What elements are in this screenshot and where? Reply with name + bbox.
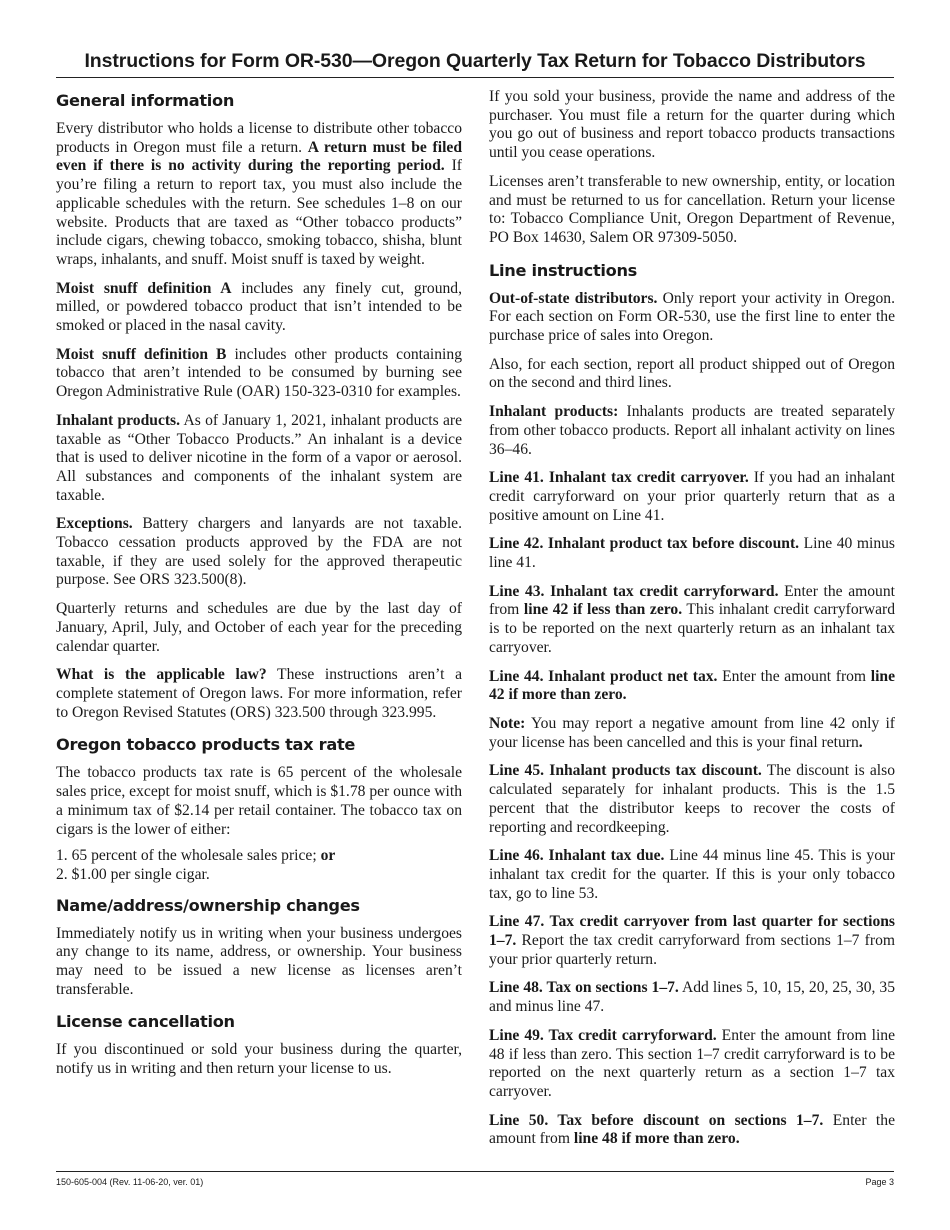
page-title: Instructions for Form OR-530—Oregon Quarterly Tax Return for Tobacco Distributors xyxy=(84,50,866,72)
name-changes-heading: Name/address/ownership changes xyxy=(56,895,360,915)
out-of-state-paragraph xyxy=(489,290,895,346)
text-run: Licenses aren’t transferable to new ownership, entity, or location and must be returned to us for cancellation. Return your license to: Tobacco Compliance Unit, Oregon Department of Revenue, PO Box 14630, Salem OR 97309-5050. xyxy=(489,172,895,246)
moist-snuff-definition-a xyxy=(56,280,462,336)
name-changes-paragraph xyxy=(56,925,462,1000)
text-run: Enter the amount from xyxy=(489,1111,895,1148)
right-column xyxy=(489,88,895,1159)
line-42-instruction xyxy=(489,535,895,572)
text-run: If you had an inhalant credit carryforward on your prior quarterly return that as a positive amount on Line 41. xyxy=(489,469,896,524)
text-run: Inhalants products are treated separately from other tobacco products. Report all inhalant activity on lines 36–46. xyxy=(489,403,895,458)
text-run: Line 40 minus line 41. xyxy=(489,535,895,572)
bold-run: A return must be filed even if there is no activity during the reporting period. xyxy=(56,138,463,175)
left-column xyxy=(56,88,462,1089)
due-dates-paragraph xyxy=(56,600,462,656)
text-run: 2. $1.00 per single cigar. xyxy=(56,865,210,883)
text-run: Enter the amount from xyxy=(717,667,871,685)
bold-run: Line 43. Inhalant tax credit carryforward. xyxy=(489,582,779,600)
bold-run: Line 45. Inhalant products tax discount. xyxy=(489,762,762,780)
tax-rate-heading: Oregon tobacco products tax rate xyxy=(56,735,356,755)
line-50-instruction xyxy=(489,1112,895,1149)
bold-run: Inhalant products: xyxy=(489,403,619,421)
text-run: If you sold your business, provide the name and address of the purchaser. You must file a return for the quarter during which you go out of business and report tobacco products transactions until you cease operations. xyxy=(489,88,895,162)
text-run: Report the tax credit carryforward from sections 1–7 from your prior quarterly return. xyxy=(489,932,895,968)
bold-run: Exceptions. xyxy=(56,515,133,533)
text-run: Also, for each section, report all product shipped out of Oregon on the second and third lines. xyxy=(489,355,895,392)
text-run: includes other products containing tobacco that aren’t intended to be consumed by burning see Oregon Administrative Rule (OAR) 150-323-0310 for examples. xyxy=(56,345,462,401)
text-run: Add lines 5, 10, 15, 20, 25, 30, 35 and minus line 47. xyxy=(489,979,895,1016)
general-information-heading: General information xyxy=(56,91,235,110)
title-divider xyxy=(56,77,894,78)
text-run: You may report a negative amount from line 42 only if your license has been cancelled and this is your final return xyxy=(489,714,895,751)
text-run: The tobacco products tax rate is 65 percent of the wholesale sales price, except for moist snuff, which is $1.78 per ounce with a minimum tax of $2.14 per retail container. The tobacco tax on cigars is the lower of either: xyxy=(56,764,462,838)
bold-run: Line 49. Tax credit carryforward. xyxy=(489,1026,717,1044)
text-run: As of January 1, 2021, inhalant products are taxable as “Other Tobacco Products.” An inhalant is a device that is used to deliver nicotine in the form of a vapor or aerosol. All substances and components of the inhalant system are taxable. xyxy=(56,411,463,504)
text-run: These instructions aren’t a complete statement of Oregon laws. For more information, refer to Oregon Revised Statutes (ORS) 323.500 through 323.995. xyxy=(56,666,462,721)
bold-run: Line 41. Inhalant tax credit carryover. xyxy=(489,469,749,487)
note-paragraph xyxy=(489,715,895,752)
bold-run: Line 47. Tax credit carryover from last quarter for sections 1–7. xyxy=(489,913,895,950)
shipped-out-paragraph xyxy=(489,356,895,393)
bold-run: line 48 if more than zero. xyxy=(573,1130,740,1148)
bold-run: Inhalant products. xyxy=(56,411,181,429)
text-run: This inhalant credit carryforward is to be reported on the next quarterly return as an inhalant tax carryover. xyxy=(489,601,895,656)
text-run: Enter the amount from xyxy=(489,582,895,619)
footer-divider xyxy=(56,1171,894,1172)
line-41-instruction xyxy=(489,469,895,525)
line-45-instruction xyxy=(489,762,895,837)
bold-run: Line 46. Inhalant tax due. xyxy=(489,847,665,865)
general-info-paragraph xyxy=(56,120,462,270)
line-44-instruction xyxy=(489,668,895,705)
license-cancellation-paragraph xyxy=(56,1041,462,1078)
bold-run: line 42 if more than zero. xyxy=(489,667,895,704)
bold-run: or xyxy=(320,847,336,865)
line-48-instruction xyxy=(489,979,895,1016)
text-run: 1. 65 percent of the wholesale sales price; xyxy=(56,847,321,865)
applicable-law-paragraph xyxy=(56,666,462,722)
bold-run: What is the applicable law? xyxy=(56,666,267,684)
tax-rate-paragraph xyxy=(56,764,462,839)
text-run: If you discontinued or sold your business during the quarter, notify us in writing and then return your license to us. xyxy=(56,1041,462,1078)
bold-run: Line 42. Inhalant product tax before discount. xyxy=(489,535,800,553)
bold-run: Note: xyxy=(489,714,526,732)
bold-run: Moist snuff definition B xyxy=(56,345,227,363)
text-run: Line 44 minus line 45. This is your inhalant tax credit for the quarter. If this is your only tobacco tax, go to line 53. xyxy=(489,847,895,902)
text-run: The discount is also calculated separately for inhalant products. This is the 1.5 percent that the distributor keeps to recover the costs of reporting and recordkeeping. xyxy=(489,762,896,836)
text-run: Immediately notify us in writing when your business undergoes any change to its name, address, or ownership. Your business may need to be issued a new license as licenses aren’t transferable. xyxy=(56,924,462,998)
bold-run: Line 48. Tax on sections 1–7. xyxy=(489,979,679,997)
line-46-instruction xyxy=(489,847,895,903)
text-run: Only report your activity in Oregon. For each section on Form OR-530, use the first line to enter the purchase price of sales into Oregon. xyxy=(489,289,895,345)
moist-snuff-definition-b xyxy=(56,346,462,402)
inhalant-products-paragraph xyxy=(56,412,462,506)
list-item xyxy=(56,847,462,866)
text-run: Quarterly returns and schedules are due by the last day of January, April, July, and October of each year for the preceding calendar quarter. xyxy=(56,600,462,655)
exceptions-paragraph xyxy=(56,515,462,590)
page-number: Page 3 xyxy=(865,1177,894,1187)
license-cancellation-heading: License cancellation xyxy=(56,1012,235,1032)
text-run: Enter the amount from line 48 if less than zero. This section 1–7 credit carryforward is to be reported on the next quarterly return as a section 1–7 tax carryover. xyxy=(489,1026,896,1100)
bold-run: Out-of-state distributors. xyxy=(489,289,658,307)
form-revision-id: 150-605-004 (Rev. 11-06-20, ver. 01) xyxy=(56,1177,204,1187)
text-run: Every distributor who holds a license to distribute other tobacco products in Oregon must file a return. xyxy=(56,120,462,156)
bold-run: Line 44. Inhalant product net tax. xyxy=(489,667,718,685)
line-49-instruction xyxy=(489,1027,895,1102)
bold-run: Moist snuff definition A xyxy=(56,279,232,297)
line-instructions-heading: Line instructions xyxy=(489,260,638,280)
list-item xyxy=(56,866,462,885)
cigar-tax-list xyxy=(56,847,462,884)
text-run: Battery chargers and lanyards are not taxable. Tobacco cessation products approved by the FDA are not taxable, if they are used solely for the approved therapeutic purpose. See ORS 323.500(8). xyxy=(56,515,462,589)
bold-run: line 42 if less than zero. xyxy=(523,601,683,619)
text-run: includes any finely cut, ground, milled, or powdered tobacco product that isn’t intended to be smoked or placed in the nasal cavity. xyxy=(56,279,462,335)
text-run: If you’re filing a return to report tax, you must also include the applicable schedules with the return. See schedules 1–8 on our website. Products that are taxed as “Other tobacco products” include cigars, chewing tobacco, smoking tobacco, shisha, blunt wraps, inhalants, and snuff. Moist snuff is taxed by weight. xyxy=(56,157,462,268)
bold-run: . xyxy=(858,733,863,751)
line-43-instruction xyxy=(489,583,895,658)
inhalant-treatment-paragraph xyxy=(489,403,895,459)
sold-business-paragraph xyxy=(489,88,895,163)
license-transfer-paragraph xyxy=(489,173,895,248)
line-47-instruction xyxy=(489,913,895,969)
bold-run: Line 50. Tax before discount on sections 1–7. xyxy=(489,1111,824,1129)
